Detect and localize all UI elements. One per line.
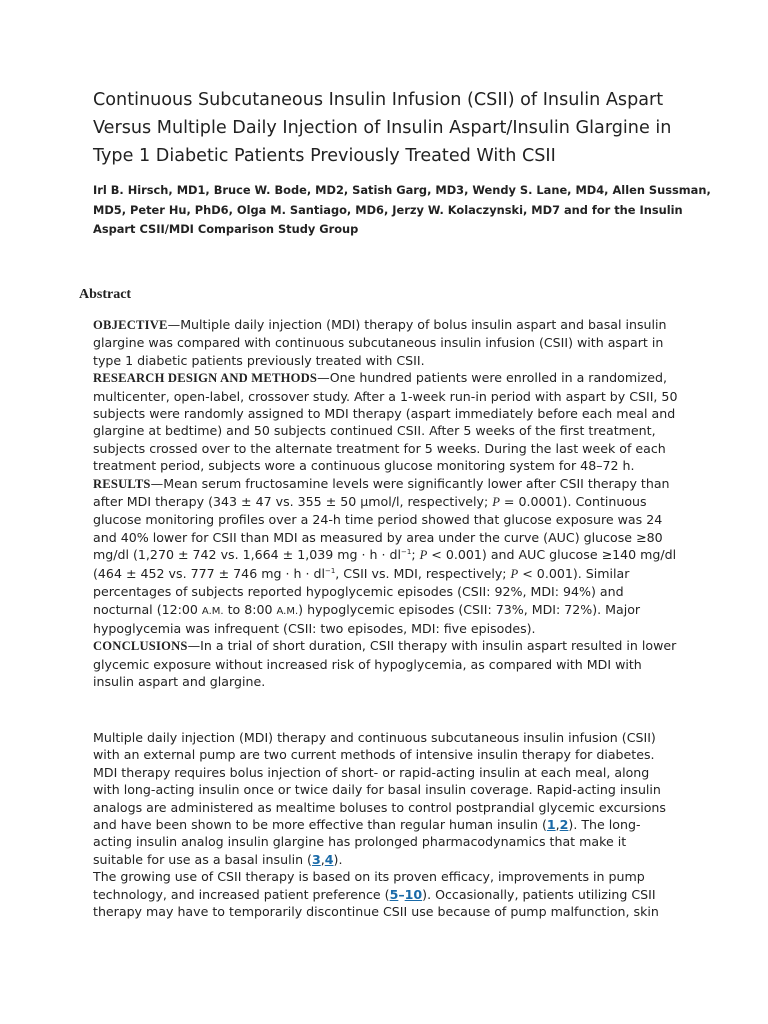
unit-exponent: −1 (401, 548, 412, 557)
time-am-label: A.M. (201, 605, 224, 617)
citation-link[interactable]: 5 (389, 886, 399, 902)
results-text-8: ) hypoglycemic episodes (CSII: 73%, MDI: 72%). Major hypoglycemia was infrequent (CSII: two episodes, MDI: five episodes). (93, 601, 641, 636)
paragraph-text: ). Occasionally, patients utilizing CSII therapy may have to temporarily discontinue CSII use because of pump malfunction, skin (93, 886, 659, 920)
paragraph-text: ). (333, 851, 343, 867)
abstract-methods (93, 369, 678, 474)
time-am-label: A.M. (276, 605, 299, 617)
body-paragraph (93, 868, 678, 920)
author-list: Irl B. Hirsch, MD1, Bruce W. Bode, MD2, Satish Garg, MD3, Wendy S. Lane, MD4, Allen Sussman, MD5, Peter Hu, PhD6, Olga M. Santiago, MD6, Jerzy W. Kolaczynski, MD7 and for the Insulin Aspart CSII/MDI Comparison Study Group (93, 183, 711, 236)
p-value-symbol: P (510, 566, 519, 581)
citation-link[interactable]: 2 (559, 817, 569, 833)
abstract-results (93, 475, 678, 638)
results-text-2: = 0.0001). Continuous glucose monitoring profiles over a 24-h time period showed that glucose exposure was 24 and 40% lower for CSII than MDI as measured by area under the curve (AUC) glucose ≥80 mg/dl (1,270 ± 742 vs. 1,664 ± 1,039 mg · h · dl (93, 494, 663, 563)
objective-label: OBJECTIVE (93, 318, 168, 332)
citation-link[interactable]: 4 (324, 851, 334, 867)
citation-link[interactable]: 1 (546, 817, 556, 833)
methods-label: RESEARCH DESIGN AND METHODS (93, 371, 318, 386)
paragraph-text: The growing use of CSII therapy is based on its proven efficacy, improvements in pump technology, and increased patient preference ( (93, 869, 645, 902)
body-paragraph (93, 729, 678, 868)
conclusions-label: CONCLUSIONS (93, 639, 188, 654)
results-label: RESULTS (93, 476, 151, 491)
citation-link[interactable]: 3 (311, 851, 321, 867)
abstract-conclusions (93, 637, 678, 690)
results-text-4: < 0.001) and AUC glucose ≥140 mg/dl (464 ± 452 vs. 777 ± 746 mg · h · dl (93, 547, 677, 581)
results-text-7: to 8:00 (223, 601, 277, 617)
p-value-symbol: P (492, 495, 500, 510)
citation-link[interactable]: 10 (404, 886, 423, 902)
results-text-6: < 0.001). Similar percentages of subjects reported hypoglycemic episodes (CSII: 92%, MDI: 94%) and nocturnal (12:00 (93, 565, 630, 617)
unit-exponent: −1 (324, 566, 336, 575)
citation-separator: , (320, 851, 325, 867)
results-text-1: —Mean serum fructosamine levels were significantly lower after CSII therapy than after MDI therapy (343 ± 47 vs. 355 ± 50 μmol/l, respectively; (93, 475, 670, 510)
results-text-3: ; (411, 547, 420, 563)
citation-range-dash: – (398, 886, 405, 902)
paragraph-text: Multiple daily injection (MDI) therapy and continuous subcutaneous insulin infusion (CSII) with an external pump are two current methods of intensive insulin therapy for diabetes. MDI therapy requires bolus injection of short- or rapid-acting insulin at each meal, along with long-acting insulin once or twice daily for basal insulin coverage. Rapid-acting insulin analogs are administered as mealtime boluses to control postprandial glycemic excursions and have been shown to be more effective than regular human insulin ( (93, 730, 666, 833)
results-text-5: , CSII vs. MDI, respectively; (335, 565, 511, 581)
objective-text: —Multiple daily injection (MDI) therapy of bolus insulin aspart and basal insulin glargine was compared with continuous subcutaneous insulin infusion (CSII) with aspart in type 1 diabetic patients previously treated with CSII. (93, 317, 667, 368)
abstract-objective (93, 316, 678, 369)
article-title: Continuous Subcutaneous Insulin Infusion (CSII) of Insulin Aspart Versus Multiple Daily Injection of Insulin Aspart/Insulin Glargine in Type 1 Diabetic Patients Previously Treated With CSII (93, 90, 672, 166)
paragraph-text: ). The long-acting insulin analog insulin glargine has prolonged pharmacodynamics that make it suitable for use as a basal insulin ( (93, 817, 641, 867)
abstract-heading: Abstract (79, 287, 132, 302)
abstract-body (93, 316, 678, 691)
p-value-symbol: P (419, 548, 428, 563)
article-body (93, 729, 678, 920)
methods-text: —One hundred patients were enrolled in a randomized, multicenter, open-label, crossover study. After a 1-week run-in period with aspart by CSII, 50 subjects were randomly assigned to MDI therapy (aspart immediately before each meal and glargine at bedtime) and 50 subjects continued CSII. After 5 weeks of the first treatment, subjects crossed over to the alternate treatment for 5 weeks. During the last week of each treatment period, subjects wore a continuous glucose monitoring system for 48–72 h. (93, 370, 678, 474)
citation-separator: , (555, 817, 560, 833)
conclusions-text: —In a trial of short duration, CSII therapy with insulin aspart resulted in lower glycemic exposure without increased risk of hypoglycemia, as compared with MDI with insulin aspart and glargine. (93, 638, 677, 690)
